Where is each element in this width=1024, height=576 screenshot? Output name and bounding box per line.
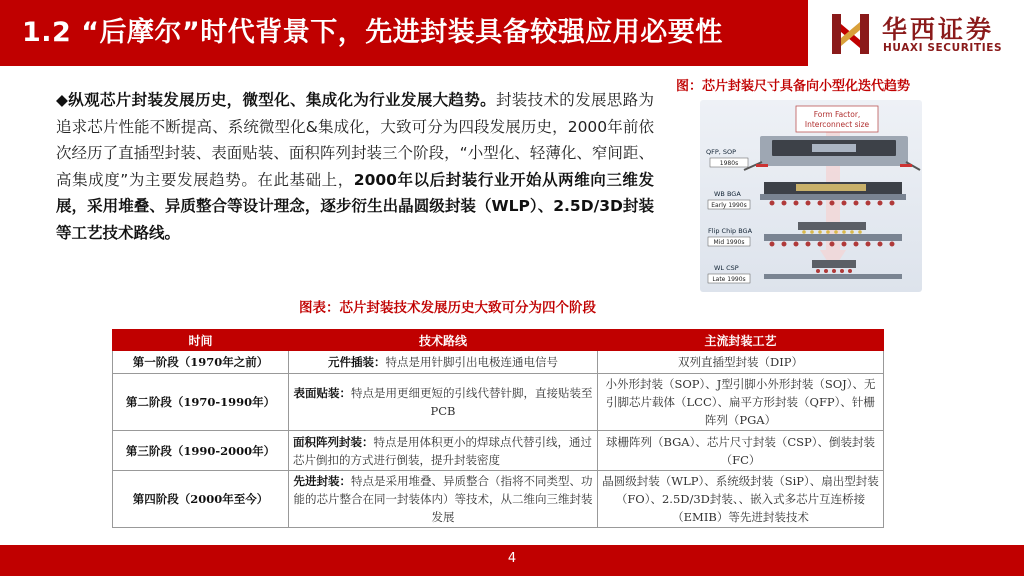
stage-cell: 第三阶段（1990-2000年）: [113, 431, 289, 471]
stage2-name: WB BGA: [714, 190, 741, 198]
header-time: 时间: [113, 330, 289, 351]
stage4-name: WL CSP: [714, 264, 739, 272]
stage2-era: Early 1990s: [711, 202, 747, 209]
packaging-stages-table: [112, 329, 884, 528]
stage-cell: 第一阶段（1970年之前）: [113, 351, 289, 374]
packages-cell: 晶圆级封装（WLP）、系统级封装（SiP）、扇出型封装（FO）、2.5D/3D封装、、嵌入式多芯片互连桥接（EMIB）等先进封装技术: [598, 471, 884, 528]
stage3-name: Flip Chip BGA: [708, 227, 753, 235]
table-row: [113, 431, 884, 471]
route-cell: [289, 374, 598, 431]
route-cell: [289, 471, 598, 528]
route-cell: [289, 351, 598, 374]
route-key: 元件插装：: [328, 355, 386, 369]
table-row: [113, 471, 884, 528]
table-row: [113, 351, 884, 374]
route-key: 先进封装：: [293, 474, 351, 488]
table-row: [113, 374, 884, 431]
stage-cell: 第四阶段（2000年至今）: [113, 471, 289, 528]
header-bar: [0, 0, 808, 66]
route-cell: [289, 431, 598, 471]
packages-cell: 球栅阵列（BGA）、芯片尺寸封装（CSP）、倒装封装（FC）: [598, 431, 884, 471]
stage1-name: QFP, SOP: [706, 148, 737, 156]
logo-english-name: HUAXI SECURITIES: [883, 42, 1003, 54]
route-key: 表面贴装：: [293, 386, 351, 400]
header-packages: 主流封装工艺: [598, 330, 884, 351]
callout-line1: Form Factor,: [813, 110, 861, 119]
route-text: 特点是采用堆叠、异质整合（指将不同类型、功能的芯片整合在同一封装体内）等技术，从二维向三维封装发展: [293, 474, 593, 524]
route-text: 特点是用体积更小的焊球点代替引线，通过芯片倒扣的方式进行倒装，提升封装密度: [293, 434, 592, 467]
packages-cell: 小外形封装（SOP）、J型引脚小外形封装（SOJ）、无引脚芯片载体（LCC）、扁平方形封装（QFP）、针栅阵列（PGA）: [598, 374, 884, 431]
intro-body: 封装技术的发展思路为追求芯片性能不断提高、系统微型化&集成化，大致可分为四段发展历史，2000年前依次经历了直插型封装、表面贴装、面积阵列封装三个阶段，“小型化、轻薄化、窄间距、高集成度”为主要发展趋势。在此基础上，: [56, 91, 654, 189]
logo-chinese-name: 华西证券: [882, 15, 995, 44]
stage1-era: 1980s: [719, 160, 739, 167]
callout-line2: Interconnect size: [804, 120, 870, 129]
package-evolution-figure: [700, 100, 922, 292]
route-text: 特点是用更细更短的引线代替针脚，直接贴装至PCB: [351, 386, 593, 418]
packages-cell: 双列直插型封装（DIP）: [598, 351, 884, 374]
intro-lead: 纵观芯片封装发展历史，微型化、集成化为行业发展大趋势。: [68, 91, 496, 109]
stage3-era: Mid 1990s: [713, 239, 745, 246]
route-key: 面积阵列封装：: [293, 434, 374, 449]
stage4-era: Late 1990s: [712, 276, 746, 283]
page-number: 4: [507, 551, 517, 566]
figure-caption: 图：芯片封装尺寸具备向小型化迭代趋势: [676, 79, 911, 94]
route-text: 特点是用针脚引出电极连通电信号: [385, 355, 558, 369]
stage-qfp-sop-icon: [744, 136, 920, 170]
huaxi-logo: [830, 8, 1010, 60]
huaxi-logo-mark-icon: [830, 10, 874, 58]
page-title: 1.2 “后摩尔”时代背景下，先进封装具备较强应用必要性: [22, 17, 723, 48]
header-route: 技术路线: [289, 330, 598, 351]
intro-paragraph: [56, 87, 654, 247]
bullet-glyph: ◆: [56, 91, 69, 109]
table-header-row: [113, 330, 884, 351]
table-caption: 图表：芯片封装技术发展历史大致可分为四个阶段: [299, 300, 596, 316]
stage-cell: 第二阶段（1970-1990年）: [113, 374, 289, 431]
intro-conclusion: 2000年以后封装行业开始从两维向三维发展，采用堆叠、异质整合等设计理念，逐步衍生出晶圆级封装（WLP）、2.5D/3D封装等工艺技术路线。: [56, 170, 654, 242]
